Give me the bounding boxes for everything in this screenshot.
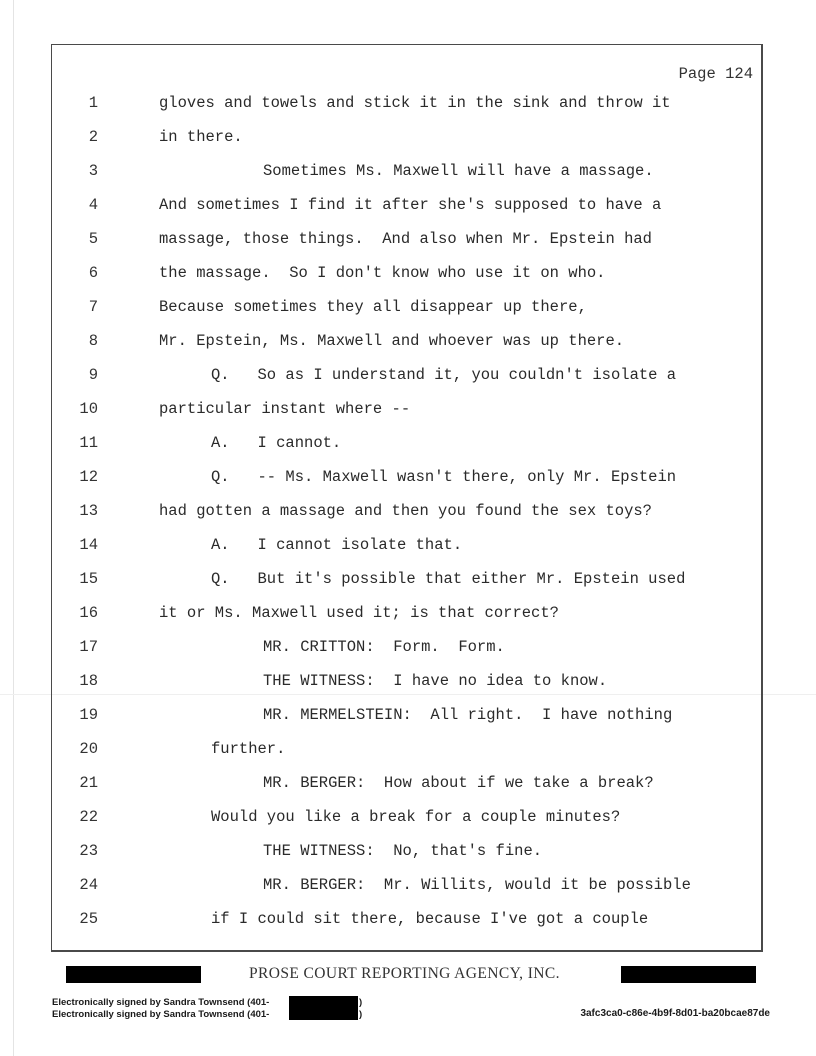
line-text: gloves and towels and stick it in the sink and throw it	[159, 94, 671, 112]
line-text: Q. So as I understand it, you couldn't isolate a	[211, 366, 677, 384]
redaction-bar-left	[66, 966, 201, 983]
line-number: 18	[79, 672, 98, 690]
signature-line-1: Electronically signed by Sandra Townsend (401-	[52, 997, 270, 1008]
line-text: THE WITNESS: I have no idea to know.	[263, 672, 608, 690]
line-number: 24	[79, 876, 98, 894]
line-text: Mr. Epstein, Ms. Maxwell and whoever was up there.	[159, 332, 625, 350]
line-number: 6	[88, 264, 98, 282]
line-number: 17	[79, 638, 98, 656]
line-text: had gotten a massage and then you found the sex toys?	[159, 502, 652, 520]
line-text: MR. BERGER: How about if we take a break?	[263, 774, 654, 792]
line-number: 19	[79, 706, 98, 724]
signature-redaction	[289, 996, 358, 1020]
signature-line-2: Electronically signed by Sandra Townsend (401-	[52, 1009, 270, 1020]
line-number: 12	[79, 468, 98, 486]
line-text: And sometimes I find it after she's supposed to have a	[159, 196, 662, 214]
line-text: A. I cannot.	[211, 434, 342, 452]
line-text: massage, those things. And also when Mr. Epstein had	[159, 230, 652, 248]
line-number: 11	[79, 434, 98, 452]
signature-close-paren-1: )	[359, 997, 363, 1008]
line-number: 16	[79, 604, 98, 622]
line-number: 3	[88, 162, 98, 180]
line-number: 7	[88, 298, 98, 316]
line-number: 13	[79, 502, 98, 520]
line-number: 1	[88, 94, 98, 112]
signature-close-paren-2: )	[359, 1009, 363, 1020]
line-number: 22	[79, 808, 98, 826]
transcript-page-frame	[51, 44, 763, 952]
line-number: 5	[88, 230, 98, 248]
line-text: THE WITNESS: No, that's fine.	[263, 842, 543, 860]
line-number: 14	[79, 536, 98, 554]
line-text: if I could sit there, because I've got a couple	[211, 910, 649, 928]
line-text: in there.	[159, 128, 243, 146]
line-text: the massage. So I don't know who use it on who.	[159, 264, 606, 282]
document-hash: 3afc3ca0-c86e-4b9f-8d01-ba20bcae87de	[580, 1008, 770, 1019]
redaction-bar-right	[621, 966, 756, 983]
line-text: Sometimes Ms. Maxwell will have a massage.	[263, 162, 654, 180]
line-number: 20	[79, 740, 98, 758]
line-number: 9	[88, 366, 98, 384]
line-number: 8	[88, 332, 98, 350]
line-number: 15	[79, 570, 98, 588]
line-text: particular instant where --	[159, 400, 411, 418]
line-text: Q. But it's possible that either Mr. Epstein used	[211, 570, 686, 588]
line-text: further.	[211, 740, 286, 758]
page-number-label: Page 124	[678, 65, 753, 83]
line-text: A. I cannot isolate that.	[211, 536, 463, 554]
line-text: Would you like a break for a couple minutes?	[211, 808, 621, 826]
line-text: MR. BERGER: Mr. Willits, would it be possible	[263, 876, 691, 894]
line-text: Q. -- Ms. Maxwell wasn't there, only Mr. Epstein	[211, 468, 677, 486]
line-text: MR. MERMELSTEIN: All right. I have nothing	[263, 706, 673, 724]
line-number: 23	[79, 842, 98, 860]
scan-edge-line	[13, 0, 14, 1056]
line-number: 25	[79, 910, 98, 928]
line-number: 2	[88, 128, 98, 146]
line-number: 21	[79, 774, 98, 792]
line-text: MR. CRITTON: Form. Form.	[263, 638, 505, 656]
line-text: it or Ms. Maxwell used it; is that correct?	[159, 604, 559, 622]
agency-footer: PROSE COURT REPORTING AGENCY, INC.	[249, 965, 560, 982]
line-number: 10	[79, 400, 98, 418]
line-text: Because sometimes they all disappear up there,	[159, 298, 587, 316]
line-number: 4	[88, 196, 98, 214]
